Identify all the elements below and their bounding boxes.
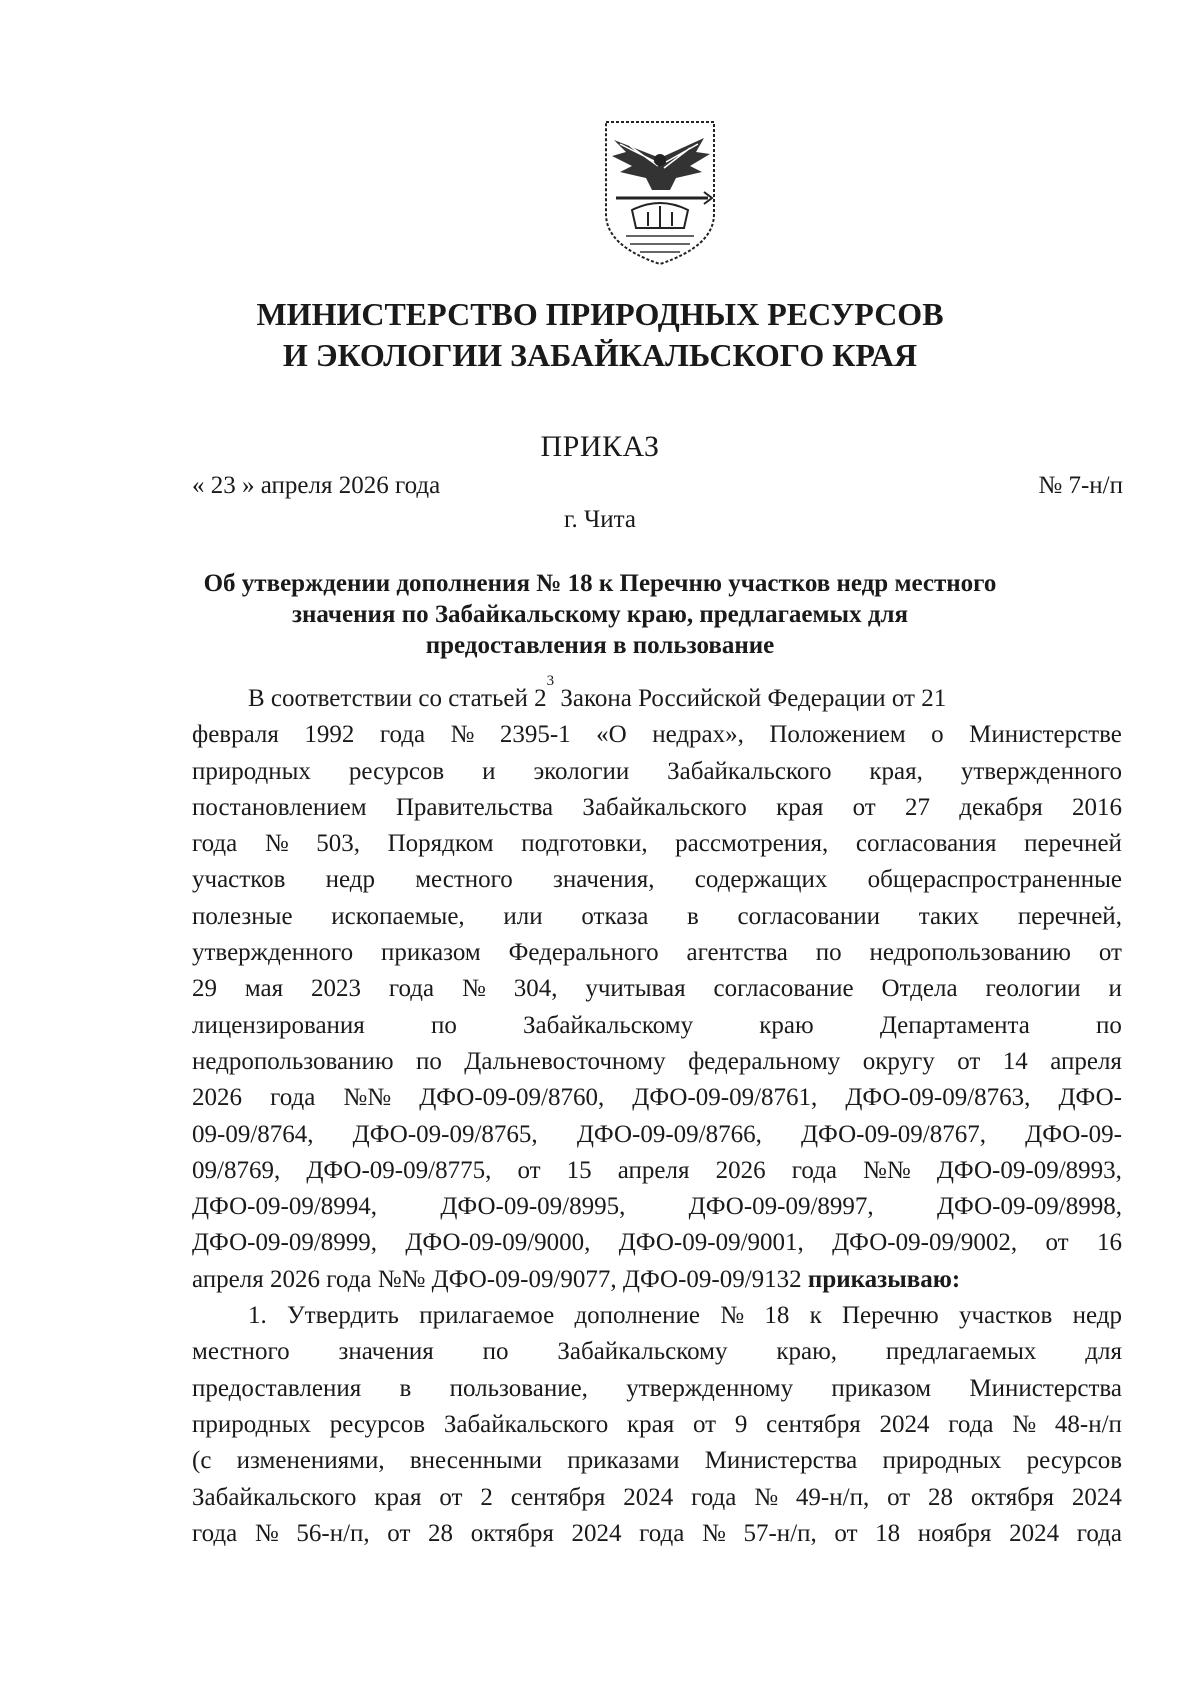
word: октября (470, 1519, 554, 1547)
subject-line: значения по Забайкальскому краю, предлагаемых для (291, 601, 909, 628)
word: Порядком (387, 830, 494, 858)
word: ДФО-09-09/8997, (688, 1193, 874, 1221)
word: 15 (566, 1156, 592, 1184)
word: края (374, 1483, 422, 1511)
order-subject (150, 568, 1050, 661)
word: 14 (1002, 1047, 1028, 1075)
order-body (192, 673, 1122, 1552)
coat-of-arms-icon (600, 118, 720, 268)
word: для (1085, 1338, 1122, 1366)
word: недропользованию (869, 939, 1071, 967)
body-line (192, 1153, 1122, 1189)
order-number: № 7-н/п (1038, 472, 1123, 499)
word: ДФО-09-09/8998, (936, 1193, 1122, 1221)
word: по (815, 939, 842, 967)
word: 2026 (192, 1084, 242, 1112)
word: от (439, 1483, 463, 1511)
word: ресурсов (1026, 1447, 1122, 1475)
word: значения, (552, 866, 655, 894)
ministry-name-line1: МИНИСТЕРСТВО ПРИРОДНЫХ РЕСУРСОВ (256, 296, 944, 332)
word: 2024 (571, 1519, 622, 1547)
word: или (503, 902, 543, 930)
word: постановлением (192, 793, 367, 821)
word: местного (415, 866, 513, 894)
body-line (192, 1516, 1122, 1552)
word: ДФО- (1058, 1084, 1122, 1112)
word: № (701, 1519, 726, 1547)
body-line (192, 1117, 1122, 1153)
word: (с (192, 1447, 212, 1475)
word: «О (596, 721, 627, 749)
word: рассмотрения, (675, 830, 829, 858)
word: Забайкальскому (557, 1338, 728, 1366)
word: изменениями, (236, 1447, 385, 1475)
word: таких (918, 902, 980, 930)
body-line (192, 826, 1122, 862)
word: дополнение (574, 1302, 701, 1330)
word: краю, (776, 1338, 838, 1366)
word: округу (862, 1047, 935, 1075)
word: № (254, 1519, 279, 1547)
word: 56-н/п, (296, 1519, 370, 1547)
word: приказом (831, 1374, 932, 1402)
body-line (192, 1443, 1122, 1479)
word: полезные (192, 902, 293, 930)
word: в (687, 902, 699, 930)
word: 2016 (1071, 793, 1122, 821)
body-line (192, 1371, 1122, 1407)
word: года (948, 1410, 994, 1438)
word: сентября (510, 1483, 606, 1511)
word: перечней, (1017, 902, 1122, 930)
word: 2395-1 (499, 721, 571, 749)
word: края (626, 1410, 675, 1438)
word: 49-н/п, (795, 1483, 870, 1511)
word: края, (869, 757, 923, 785)
word: утвержденного (192, 939, 354, 967)
word: года (379, 721, 426, 749)
ministry-name-line2: И ЭКОЛОГИИ ЗАБАЙКАЛЬСКОГО КРАЯ (282, 337, 918, 373)
word: № (754, 1483, 779, 1511)
word: подготовки, (521, 830, 648, 858)
word: ДФО-09- (1025, 1120, 1122, 1148)
body-line (192, 754, 1122, 790)
body-line (192, 1480, 1122, 1516)
body-line (192, 971, 1122, 1007)
word: ДФО-09-09/8775, (306, 1156, 492, 1184)
word: 2024 (879, 1410, 930, 1438)
word: Департамента (879, 1011, 1030, 1039)
word: Министерства (704, 1447, 858, 1475)
word: Перечню (841, 1302, 939, 1330)
word: Забайкальского (667, 757, 832, 785)
word: года (192, 1519, 238, 1547)
word: от (852, 793, 876, 821)
word: года (791, 1156, 837, 1184)
word: 18 (875, 1519, 901, 1547)
word: ДФО-09-09/8994, (192, 1193, 378, 1221)
body-line (192, 790, 1122, 826)
word: 29 (192, 975, 217, 1003)
word: 16 (1096, 1229, 1122, 1257)
word: согласования (855, 830, 997, 858)
word: 2024 (623, 1483, 674, 1511)
word: апреля (1050, 1047, 1122, 1075)
word: Правительства (395, 793, 554, 821)
word: пользование, (449, 1374, 588, 1402)
word: ДФО-09-09/9002, (832, 1229, 1018, 1257)
word: учитывая (585, 975, 686, 1003)
word: по (430, 1011, 457, 1039)
word: года (192, 830, 238, 858)
word: 28 (928, 1483, 954, 1511)
word: Министерстве (969, 721, 1122, 749)
word: года (639, 1519, 685, 1547)
word: общераспространенные (867, 866, 1122, 894)
word: 304, (513, 975, 558, 1003)
word: по (482, 1338, 509, 1366)
word: Федерального (508, 939, 659, 967)
word: согласовании (737, 902, 881, 930)
body-line (192, 935, 1122, 971)
word: 09/8769, (192, 1156, 281, 1184)
document-type: ПРИКАЗ (540, 430, 660, 463)
word: ДФО-09-09/9001, (618, 1229, 804, 1257)
word: Министерства (969, 1374, 1122, 1402)
word: № (720, 1302, 745, 1330)
word: утвержденного (960, 757, 1122, 785)
word: согласование (713, 975, 854, 1003)
body-line (192, 1008, 1122, 1044)
word: и (1108, 975, 1122, 1003)
subject-line: предоставления в пользование (425, 632, 775, 659)
order-verb: приказываю: (807, 1265, 961, 1293)
word: участков (958, 1302, 1053, 1330)
order-date: « 23 » апреля 2026 года (192, 472, 441, 499)
order-city: г. Чита (564, 506, 636, 533)
body-line (192, 1298, 1122, 1334)
word: в (399, 1374, 412, 1402)
word: внесенными (409, 1447, 542, 1475)
word: года (691, 1483, 737, 1511)
word: 2024 (1009, 1519, 1060, 1547)
word: ДФО-09-09/9000, (405, 1229, 591, 1257)
word: недр (325, 866, 375, 894)
word: № (461, 975, 486, 1003)
word: лицензирования (192, 1011, 365, 1039)
word: утвержденному (626, 1374, 794, 1402)
word: ноября (917, 1519, 992, 1547)
word: ДФО-09-09/8766, (576, 1120, 762, 1148)
body-line (192, 1044, 1122, 1080)
word: от (692, 1410, 717, 1438)
word: участков (192, 866, 286, 894)
word: края (776, 793, 824, 821)
word: декабря (959, 793, 1043, 821)
word: геологии (985, 975, 1081, 1003)
word: от (1098, 939, 1122, 967)
word: 9 (734, 1410, 748, 1438)
word: 28 (428, 1519, 454, 1547)
word: Забайкальскому (523, 1011, 694, 1039)
word: природных (192, 757, 311, 785)
word: Забайкальского (192, 1483, 357, 1511)
word: апреля (617, 1156, 690, 1184)
word: октября (970, 1483, 1055, 1511)
word: недрах», (652, 721, 744, 749)
word: 2023 (311, 975, 361, 1003)
word: ДФО-09-09/8763, (845, 1084, 1031, 1112)
word: отказа (581, 902, 649, 930)
word: от (1045, 1229, 1069, 1257)
word: ДФО-09-09/8995, (440, 1193, 626, 1221)
word: природных (192, 1410, 311, 1438)
word: года (388, 975, 435, 1003)
word: ДФО-09-09/8760, (419, 1084, 605, 1112)
word: по (1096, 1011, 1122, 1039)
word: № (264, 830, 289, 858)
word: Забайкальского (443, 1410, 609, 1438)
word: приказом (381, 939, 481, 967)
body-line (192, 1080, 1122, 1116)
word: о (931, 721, 944, 749)
word: краю (759, 1011, 814, 1039)
word: от (387, 1519, 411, 1547)
word: 2024 (1071, 1483, 1122, 1511)
word: 27 (905, 793, 931, 821)
body-line (192, 1189, 1122, 1225)
body-line (192, 862, 1122, 898)
word: ДФО-09-09/8765, (352, 1120, 538, 1148)
word: Положением (769, 721, 906, 749)
word: Дальневосточному (464, 1047, 666, 1075)
word: природных (882, 1447, 1002, 1475)
word: от (834, 1519, 858, 1547)
word: № (450, 721, 475, 749)
word: предлагаемых (885, 1338, 1037, 1366)
word: года (270, 1084, 316, 1112)
word: экологии (533, 757, 630, 785)
word: к (809, 1302, 822, 1330)
word: №№ (863, 1156, 911, 1184)
word: Утвердить (286, 1302, 399, 1330)
word: и (482, 757, 496, 785)
word: 09-09/8764, (192, 1120, 314, 1148)
word: Забайкальского (582, 793, 747, 821)
word: 2026 (715, 1156, 766, 1184)
word: ископаемые, (331, 902, 465, 930)
body-line (192, 673, 1122, 717)
word: 503, (316, 830, 361, 858)
word: 1992 (304, 721, 355, 749)
word: года (1076, 1519, 1122, 1547)
word: содержащих (694, 866, 828, 894)
word: 18 (764, 1302, 790, 1330)
word: недропользованию (192, 1047, 394, 1075)
body-line (192, 1407, 1122, 1443)
subject-line: Об утверждении дополнения № 18 к Перечню участков недр местного (203, 570, 997, 597)
word: ДФО-09-09/8999, (192, 1229, 378, 1257)
word: недр (1072, 1302, 1122, 1330)
word: 48-н/п (1054, 1410, 1122, 1438)
word: февраля (192, 721, 279, 749)
word: перечней (1024, 830, 1122, 858)
word: ДФО-09-09/8761, (632, 1084, 818, 1112)
body-line (192, 1334, 1122, 1370)
body-text: В соответствии со статьей 2 (248, 685, 547, 712)
word: по (415, 1047, 442, 1075)
word: Отдела (881, 975, 958, 1003)
word: от (957, 1047, 981, 1075)
body-text: апреля 2026 года №№ ДФО-09-09/9077, ДФО-09-09/9132 (192, 1265, 808, 1293)
body-line (192, 1262, 1122, 1298)
body-text: Закона Российской Федерации от 21 (554, 685, 947, 712)
word: приказами (567, 1447, 680, 1475)
word: мая (244, 975, 284, 1003)
word: агентства (686, 939, 788, 967)
word: федеральному (688, 1047, 841, 1075)
word: предоставления (192, 1374, 362, 1402)
word: значения (338, 1338, 434, 1366)
word: от (887, 1483, 911, 1511)
word: от (517, 1156, 541, 1184)
word: 57-н/п, (743, 1519, 817, 1547)
superscript: 3 (546, 673, 555, 689)
body-line (192, 1225, 1122, 1261)
word: ресурсов (329, 1410, 426, 1438)
body-line (192, 717, 1122, 753)
body-line (192, 899, 1122, 935)
word: ресурсов (348, 757, 445, 785)
word: №№ (343, 1084, 392, 1112)
word: ДФО-09-09/8767, (800, 1120, 986, 1148)
word: 1. (248, 1302, 267, 1330)
word: прилагаемое (419, 1302, 555, 1330)
word: местного (192, 1338, 290, 1366)
word: 2 (480, 1483, 493, 1511)
word: ДФО-09-09/8993, (936, 1156, 1122, 1184)
word: № (1012, 1410, 1037, 1438)
word: сентября (766, 1410, 861, 1438)
